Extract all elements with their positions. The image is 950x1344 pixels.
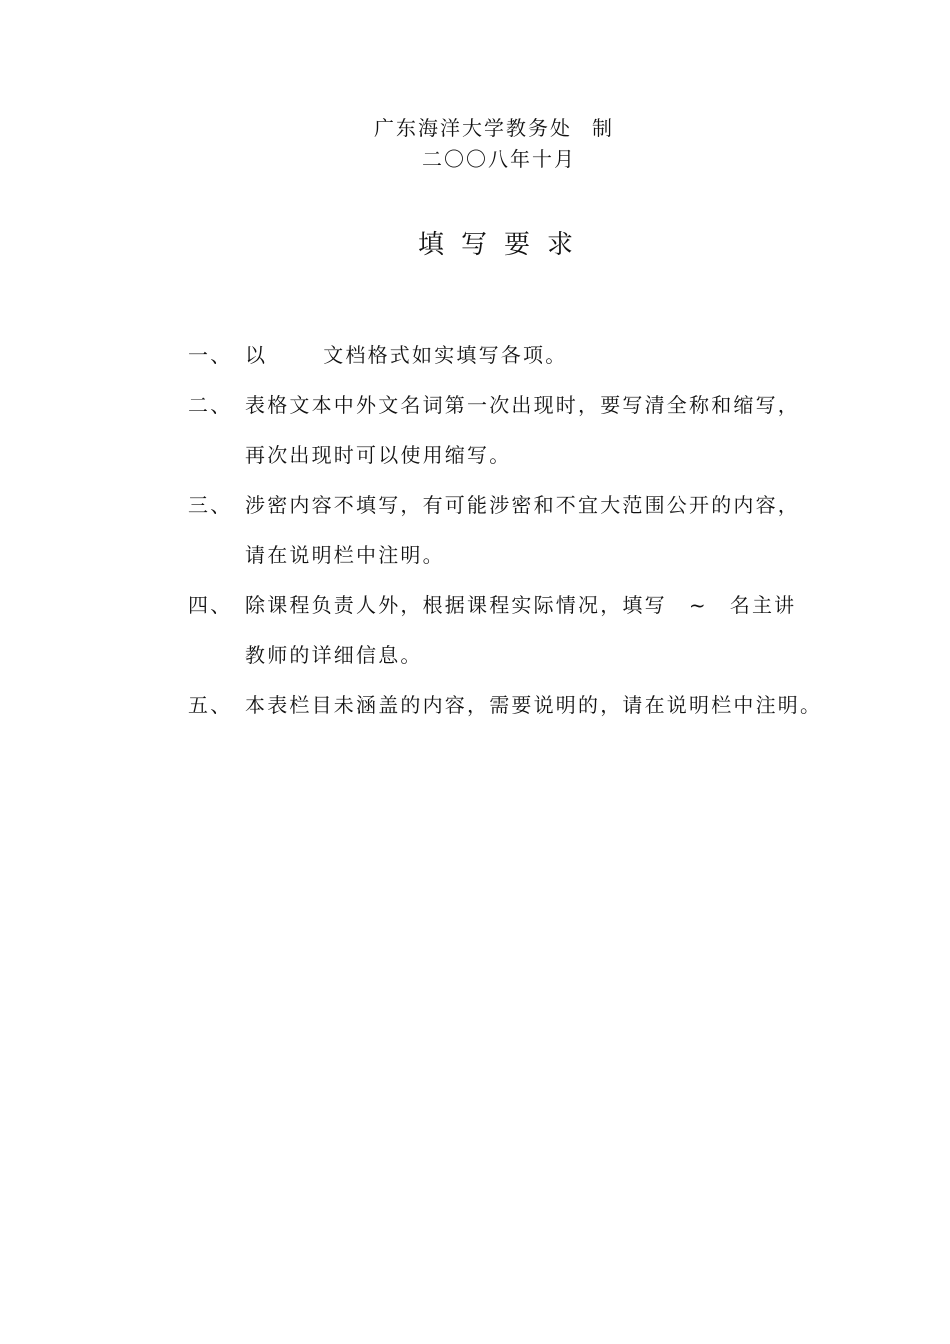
- issuer-suffix: 制: [592, 116, 614, 140]
- requirement-line: 教师的详细信息。: [245, 643, 423, 667]
- requirement-item-3: [188, 480, 828, 580]
- requirement-text: [245, 330, 828, 380]
- requirement-line: 本表栏目未涵盖的内容，需要说明的，请在说明栏中注明。: [245, 693, 823, 717]
- requirement-text: [245, 380, 828, 480]
- requirement-item-5: [188, 680, 828, 730]
- requirement-item-4: [188, 580, 828, 680]
- requirement-item-2: [188, 380, 828, 480]
- issue-date: 二〇〇八年十月: [422, 147, 576, 171]
- requirement-line: 涉密内容不填写，有可能涉密和不宜大范围公开的内容，: [245, 493, 800, 517]
- page-title: 填写要求: [418, 230, 591, 260]
- requirement-text-part: 文档格式如实填写各项。: [323, 343, 568, 367]
- issuer-name: 广东海洋大学教务处: [374, 116, 572, 140]
- requirement-text-part: 名主讲: [729, 593, 797, 617]
- requirement-text: [245, 580, 828, 680]
- requirement-number: 一、: [188, 343, 233, 367]
- requirement-line: 请在说明栏中注明。: [245, 543, 445, 567]
- tilde-symbol: ~: [688, 593, 708, 617]
- requirement-number: 三、: [188, 493, 233, 517]
- requirement-text-part: 除课程负责人外，根据课程实际情况，填写: [245, 593, 667, 617]
- requirement-text: [245, 680, 828, 730]
- requirement-number: 四、: [188, 593, 233, 617]
- issuer-line: [374, 112, 614, 141]
- requirement-number: 五、: [188, 693, 233, 717]
- requirements-list: [188, 330, 828, 730]
- requirement-number: 二、: [188, 393, 233, 417]
- requirement-text: [245, 480, 828, 580]
- requirement-line: 再次出现时可以使用缩写。: [245, 443, 512, 467]
- requirement-line: 表格文本中外文名词第一次出现时，要写清全称和缩写，: [245, 393, 800, 417]
- requirement-line: [245, 580, 828, 630]
- requirement-text-part: 以: [245, 343, 268, 367]
- requirement-item-1: [188, 330, 828, 380]
